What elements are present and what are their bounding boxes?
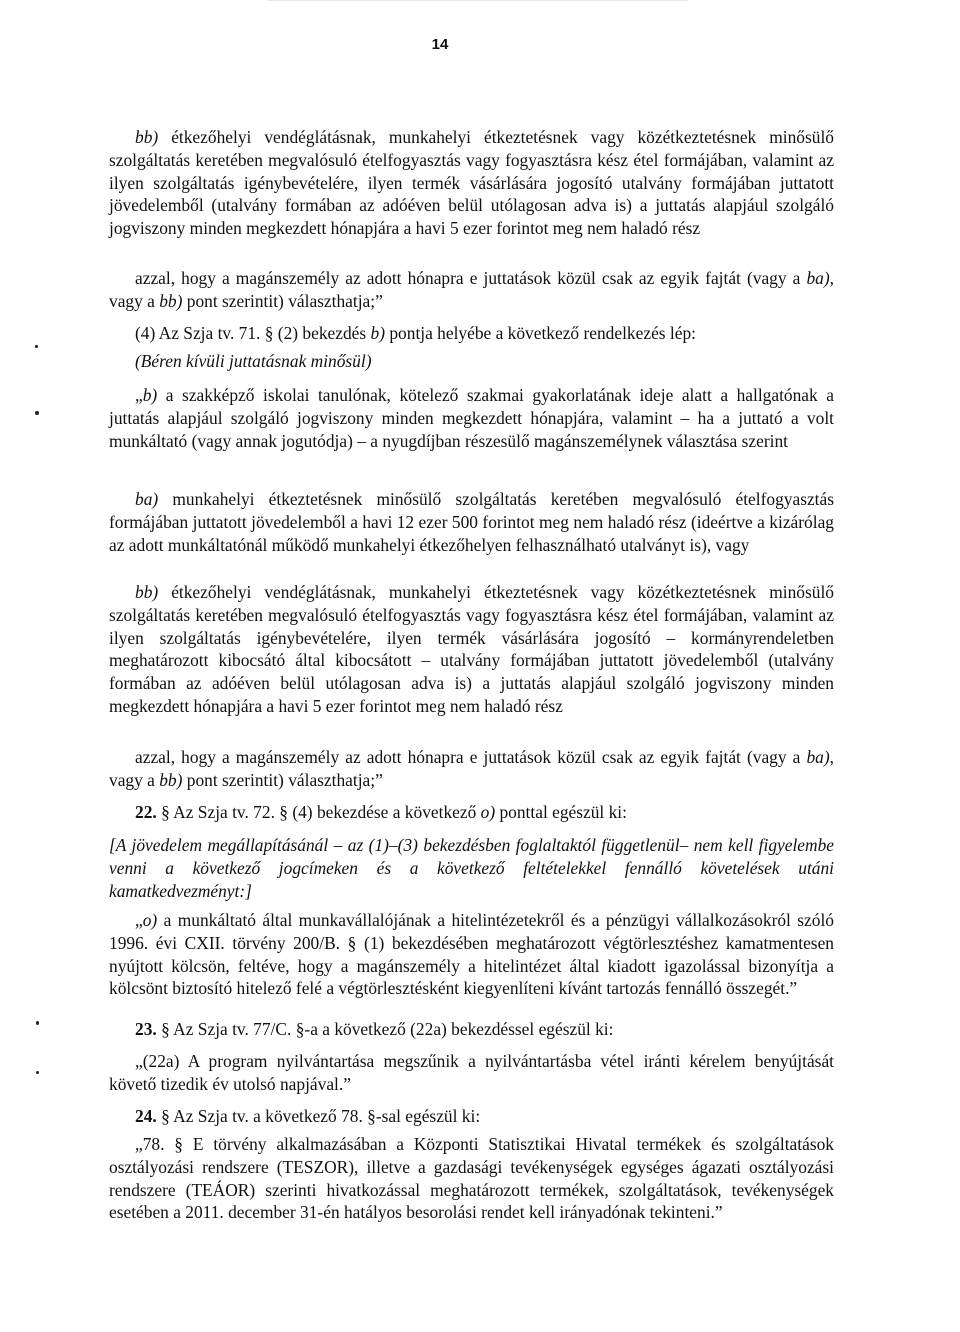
text-run: § Az Szja tv. a következő 78. §-sal egészül ki: — [156, 1106, 481, 1126]
paragraph-amendment-4 — [109, 322, 834, 345]
section-number: 22. — [135, 802, 157, 822]
point-label: ba) — [135, 489, 159, 509]
point-ref-bb: bb) — [159, 290, 183, 311]
point-ref-o: o) — [480, 802, 496, 822]
paragraph-text: a szakképző iskolai tanulónak, kötelező szakmai gyakorlatának ideje alatt a hallgatónak a juttatás alapjául szolgáló jogviszony minden megkezdett hónapjára, valamint – ha a juttató a volt munkáltató (vagy annak jogutódja) – a nyugdíjban részesülő magánszemélynek választása szerint — [109, 385, 834, 451]
section-24-heading — [109, 1105, 834, 1128]
text-run: , vagy a — [109, 747, 834, 790]
point-ref-ba: ba) — [806, 747, 830, 767]
text-run: azzal, hogy a magánszemély az adott hónapra e juttatások közül csak az egyik fajtát (vagy a — [135, 747, 807, 767]
point-label: bb) — [135, 127, 159, 147]
point-ref-b: b) — [370, 323, 386, 343]
scan-speck — [35, 345, 38, 348]
paragraph-context-bracket: [A jövedelem megállapításánál – az (1)–(3) bekezdésben foglaltaktól függetlenül– nem kell figyelembe venni a következő jogcímeken és a következő feltételekkel fennálló követelések utáni kamatkedvezményt:] — [109, 835, 834, 901]
quote-open: „ — [135, 385, 143, 405]
text-run: § Az Szja tv. 77/C. §-a a következő (22a) bekezdéssel egészül ki: — [156, 1019, 614, 1039]
paragraph-point-o — [109, 909, 834, 1000]
paragraph-azzal-1 — [109, 267, 834, 313]
point-ref-ba: ba) — [806, 268, 830, 288]
text-run: ponttal egészül ki: — [495, 802, 627, 822]
text-run: , vagy a — [109, 268, 834, 311]
text-run: (4) Az Szja tv. 71. § (2) bekezdés — [135, 323, 371, 343]
scan-speck — [35, 411, 39, 415]
paragraph-22a: „(22a) A program nyilvántartása megszűnik a nyilvántartásba vétel iránti kérelem benyújtását követő tizedik év utolsó napjával.” — [109, 1051, 834, 1094]
section-23-heading — [109, 1018, 834, 1041]
text-run: pont szerintit) választhatja;” — [182, 290, 383, 311]
scan-speck — [36, 1021, 39, 1025]
paragraph-text: étkezőhelyi vendéglátásnak, munkahelyi étkeztetésnek vagy közétkeztetésnek minősülő szolgáltatás keretében megvalósuló ételfogyasztás vagy fogyasztásra kész étel formájában, valamint az ilyen szolgáltatás igénybevételére, ilyen termék vásárlására jogosító – kormányrendeletben meghatározott kibocsátó által kibocsátott – utalvány formájában juttatott jövedelemből (utalvány formában az adóéven belül utólagosan adva is) a juttatás alapjául szolgáló jogviszony minden megkezdett hónapjára a havi 5 ezer forintot meg nem haladó rész — [109, 582, 834, 716]
point-label: bb) — [135, 582, 159, 602]
section-number: 23. — [135, 1019, 157, 1039]
paragraph-bb-1 — [109, 126, 834, 240]
paragraph-azzal-2 — [109, 746, 834, 792]
point-label: o) — [142, 910, 158, 930]
scan-speck — [36, 1071, 39, 1074]
quote-open: „ — [135, 910, 143, 930]
text-run: pont szerintit) választhatja;” — [182, 769, 383, 790]
paragraph-point-b — [109, 384, 834, 452]
point-ref-bb: bb) — [159, 769, 183, 790]
text-run: azzal, hogy a magánszemély az adott hónapra e juttatások közül csak az egyik fajtát (vagy a — [135, 268, 807, 288]
text-run: pontja helyébe a következő rendelkezés lép: — [385, 323, 696, 343]
scan-edge-line — [268, 0, 688, 1]
section-22-heading — [109, 801, 834, 824]
paragraph-text: étkezőhelyi vendéglátásnak, munkahelyi étkeztetésnek vagy közétkeztetésnek minősülő szolgáltatás keretében megvalósuló ételfogyasztás vagy fogyasztásra kész étel formájában, valamint az ilyen szolgáltatás igénybevételére, ilyen termék vásárlására jogosító utalvány formájában juttatott jövedelemből (utalvány formában az adóéven belül utólagosan adva is) a juttatás alapjául szolgáló jogviszony minden megkezdett hónapjára a havi 5 ezer forintot meg nem haladó rész — [109, 127, 834, 239]
text-run: § Az Szja tv. 72. § (4) bekezdése a következő — [156, 802, 481, 822]
section-number: 24. — [135, 1106, 157, 1126]
point-label: b) — [142, 385, 158, 405]
paragraph-text: a munkáltató által munkavállalójának a hitelintézetekről és a pénzügyi vállalkozásokról szóló 1996. évi CXII. törvény 200/B. § (1) bekezdésében meghatározott végtörlesztéshez kamatmentesen nyújtott kölcsön, feltéve, hogy a magánszemély a hitelintézet által kiadott igazolással bizonyítja a kölcsönt biztosító hitelező felé a végtörlesztésként kiegyenlíteni kívánt tartozás fennálló összegét.” — [109, 910, 834, 999]
paragraph-text: munkahelyi étkeztetésnek minősülő szolgáltatás keretében megvalósuló ételfogyasztás formájában juttatott jövedelemből a havi 12 ezer 500 forintot meg nem haladó rész (ideértve a kizárólag az adott munkáltatónál működő munkahelyi étkezőhelyen felhasználható utalványt is), vagy — [109, 489, 834, 555]
subtitle-beren-kivuli: (Béren kívüli juttatásnak minősül) — [135, 351, 372, 371]
paragraph-point-ba — [109, 488, 834, 556]
paragraph-78: „78. § E törvény alkalmazásában a Központi Statisztikai Hivatal termékek és szolgáltatások osztályozási rendszere (TESZOR), illetve a gazdasági tevékenységek egységes ágazati osztályozási rendszere (TEÁOR) szerinti hivatkozással meghatározott termékek, szolgáltatások, tevékenységek esetében a 2011. december 31-én hatályos besorolási rendet kell irányadónak tekinteni.” — [109, 1134, 834, 1223]
page-number: 14 — [431, 36, 449, 53]
paragraph-bb-2 — [109, 581, 834, 718]
